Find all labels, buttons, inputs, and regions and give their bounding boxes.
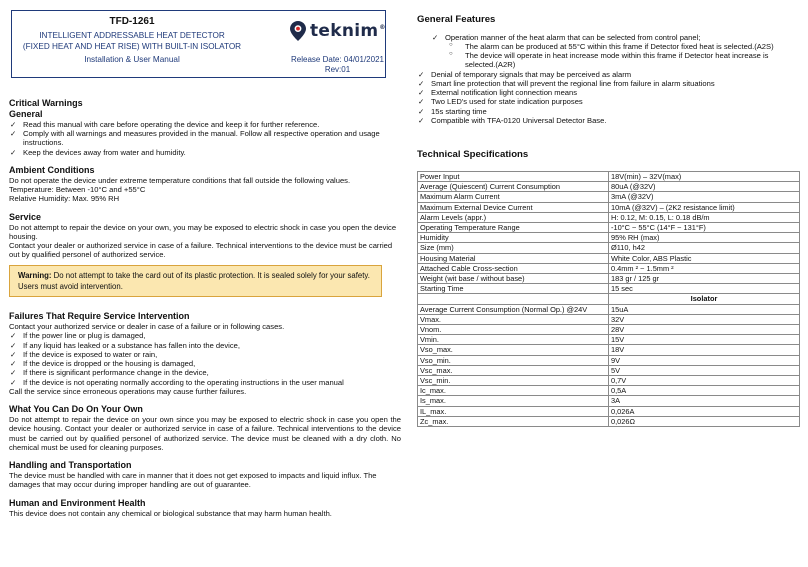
isolator-header-row [418,294,800,304]
ambient-temperature: Temperature: Between -10°C and +55°C [9,185,146,195]
table-row [418,192,800,202]
spec-value: 0,7V [609,375,800,385]
spec-value: H: 0.12, M: 0.15, L: 0.18 dB/m [609,212,800,222]
service-paragraph: Contact your dealer or authorized service in case of a failure. Technical interventions to the device must be carried out by qualified personel of authorized service. [9,241,393,260]
what-you-can-do-text: Do not attempt to repair the device on your own since you may be exposed to electric shock in case you open the device housing. Contact your dealer or authorized service in case of a failure. Technical interventions to the device must be carried out by qualified personel of authorized service. The device must be cleaned with a dry cloth. No chemical must be used for cleaning purposes. [9,415,401,452]
spec-value: White Color, ABS Plastic [609,253,800,263]
spec-value: 3A [609,396,800,406]
spec-value: 9V [609,355,800,365]
ambient-line: Do not operate the device under extreme temperature conditions that fall outside the following values. [9,175,351,185]
spec-value: 28V [609,324,800,334]
list-item: ✓ Operation manner of the heat alarm that can be selected from control panel; [417,33,800,42]
failures-outro: Call the service since erroneous operations may cause further failures. [9,386,247,396]
teknim-logo [290,21,386,42]
spec-value: 18V(min) – 32V(max) [609,171,800,181]
table-row [418,182,800,192]
spec-value: 95% RH (max) [609,233,800,243]
spec-value: 0.4mm ² ~ 1.5mm ² [609,263,800,273]
list-item: ✓ Two LED's used for state indication purposes [417,97,800,106]
critical-warnings-title: Critical Warnings [9,98,83,108]
spec-value: 5V [609,365,800,375]
document-header [11,10,386,78]
spec-value: Ø110, h42 [609,243,800,253]
right-column [417,14,800,427]
spec-value: 15V [609,335,800,345]
spec-parameter: Maximum External Device Current [418,202,609,212]
health-title: Human and Environment Health [9,497,146,508]
table-row [418,273,800,283]
specifications-table [417,171,800,427]
features-sub-list [417,42,800,70]
general-subtitle: General [9,108,43,119]
spec-parameter: Housing Material [418,253,609,263]
spec-parameter: Alarm Levels (appr.) [418,212,609,222]
spec-parameter: Vmax. [418,314,609,324]
table-row [418,202,800,212]
handling-text: The device must be handled with care in manner that it does not get exposed to impacts and liquid influx. The damages that may occur during improper handling are out of guarantee. [9,471,377,490]
table-row [418,324,800,334]
warning-text: Do not attempt to take the card out of its plastic protection. It is sealed solely for your safety. Users must avoid intervention. [18,270,370,291]
general-list [9,120,401,157]
service-section [9,212,401,260]
product-title-line2: (FIXED HEAT AND HEAT RISE) WITH BUILT-IN ISOLATOR [22,42,242,51]
spec-parameter: Vnom. [418,324,609,334]
spec-value: 0,026A [609,406,800,416]
table-row [418,212,800,222]
spec-value: 15 sec [609,284,800,294]
table-row [418,314,800,324]
spec-parameter: Average Current Consumption (Normal Op.) @24V [418,304,609,314]
general-features-title: General Features [417,14,496,25]
table-row [418,396,800,406]
product-title-line1: INTELLIGENT ADDRESSABLE HEAT DETECTOR [39,31,225,40]
list-item: ✓ Compatible with TFA-0120 Universal Detector Base. [417,116,800,125]
list-item: ✓ Comply with all warnings and measures provided in the manual. Follow all respective operation and usage instructions. [9,129,401,148]
model-number: TFD-1261 [109,16,155,27]
table-row [418,304,800,314]
table-row [418,386,800,396]
spec-parameter: Is_max. [418,396,609,406]
spec-parameter: Humidity [418,233,609,243]
spec-parameter: IL_max. [418,406,609,416]
table-row [418,406,800,416]
table-row [418,416,800,426]
empty-cell [418,294,609,304]
table-row [418,171,800,181]
list-item: ✓ Smart line protection that will prevent the regional line from failure in alarm situations [417,79,800,88]
spec-value: 183 gr / 125 gr [609,273,800,283]
spec-parameter: Operating Temperature Range [418,222,609,232]
failures-section [9,311,401,396]
table-row [418,222,800,232]
handling-section [9,460,401,489]
spec-value: 10mA (@32V) – (2K2 resistance limit) [609,202,800,212]
table-row [418,375,800,385]
list-item: ✓ If the power line or plug is damaged, [9,331,401,340]
table-row [418,365,800,375]
spec-parameter: Vmin. [418,335,609,345]
list-item: ✓ If the device is dropped or the housing is damaged, [9,359,401,368]
critical-warnings-section [9,98,401,157]
features-list [417,33,800,42]
left-column [9,10,401,518]
brand-name: teknim® [310,21,386,41]
spec-parameter: Zc_max. [418,416,609,426]
spec-parameter: Vso_max. [418,345,609,355]
failures-intro: Contact your authorized service or dealer in case of a failure or in following cases. [9,322,285,332]
sub-list-item: ○ The alarm can be produced at 55°C within this frame if Detector fixed heat is selected.(A2S) [449,42,800,51]
spec-parameter: Power Input [418,171,609,181]
table-row [418,335,800,345]
what-you-can-do-title: What You Can Do On Your Own [9,404,143,415]
general-features-section [417,14,800,125]
spec-parameter: Size (mm) [418,243,609,253]
sub-list-item: ○ The device will operate in heat increase mode within this frame if Detector heat increase is selected.(A2R) [449,51,800,70]
list-item: ✓ Keep the devices away from water and humidity. [9,148,401,157]
service-paragraph: Do not attempt to repair the device on your own, you may be exposed to electric shock in case you open the device housing. [9,222,397,241]
list-item: ✓ Read this manual with care before operating the device and keep it for further reference. [9,120,401,129]
spec-value: 3mA (@32V) [609,192,800,202]
spec-parameter: Attached Cable Cross-section [418,263,609,273]
spec-value: 18V [609,345,800,355]
spec-value: 15uA [609,304,800,314]
technical-specifications-section [417,149,800,427]
handling-title: Handling and Transportation [9,460,132,471]
failures-list [9,331,401,387]
table-row [418,355,800,365]
ambient-section [9,165,401,204]
location-pin-icon [290,21,306,41]
spec-value: 0,5A [609,386,800,396]
table-row [418,263,800,273]
release-info [290,55,385,76]
service-title: Service [9,211,42,222]
spec-value: -10°C ~ 55°C (14°F ~ 131°F) [609,222,800,232]
revision: Rev:01 [324,65,351,75]
spec-parameter: Weight (wit base / without base) [418,273,609,283]
list-item: ✓ 15s starting time [417,107,800,116]
list-item: ✓ If the device is exposed to water or rain, [9,350,401,359]
table-row [418,253,800,263]
spec-parameter: Average (Quiescent) Current Consumption [418,182,609,192]
technical-specifications-title: Technical Specifications [417,149,529,161]
spec-value: 32V [609,314,800,324]
list-item: ✓ External notification light connection means [417,88,800,97]
spec-parameter: Vsc_min. [418,375,609,385]
list-item: ✓ If the device is not operating normally according to the operating instructions in the user manual [9,378,401,387]
spec-parameter: Vsc_max. [418,365,609,375]
list-item: ✓ If any liquid has leaked or a substance has fallen into the device, [9,341,401,350]
health-section [9,498,401,518]
release-date: Release Date: 04/01/2021 [291,55,384,64]
list-item: ✓ If there is significant performance change in the device, [9,368,401,377]
spec-parameter: Ic_max. [418,386,609,396]
features-list-more [417,70,800,126]
list-item: ✓ Denial of temporary signals that may be perceived as alarm [417,70,800,79]
spec-value: 0,026Ω [609,416,800,426]
warning-box [9,265,382,298]
manual-title: Installation & User Manual [84,55,180,64]
spec-parameter: Vso_min. [418,355,609,365]
what-you-can-do-section [9,404,401,452]
table-row [418,233,800,243]
table-row [418,243,800,253]
spec-parameter: Maximum Alarm Current [418,192,609,202]
spec-parameter: Starting Time [418,284,609,294]
spec-value: 80uA (@32V) [609,182,800,192]
isolator-label: Isolator [609,294,800,304]
ambient-humidity: Relative Humidity: Max. 95% RH [9,194,120,204]
table-row [418,284,800,294]
warning-label: Warning: [18,270,52,280]
ambient-title: Ambient Conditions [9,164,95,175]
failures-title: Failures That Require Service Intervention [9,311,190,322]
health-text: This device does not contain any chemical or biological substance that may harm human health. [9,508,332,518]
table-row [418,345,800,355]
